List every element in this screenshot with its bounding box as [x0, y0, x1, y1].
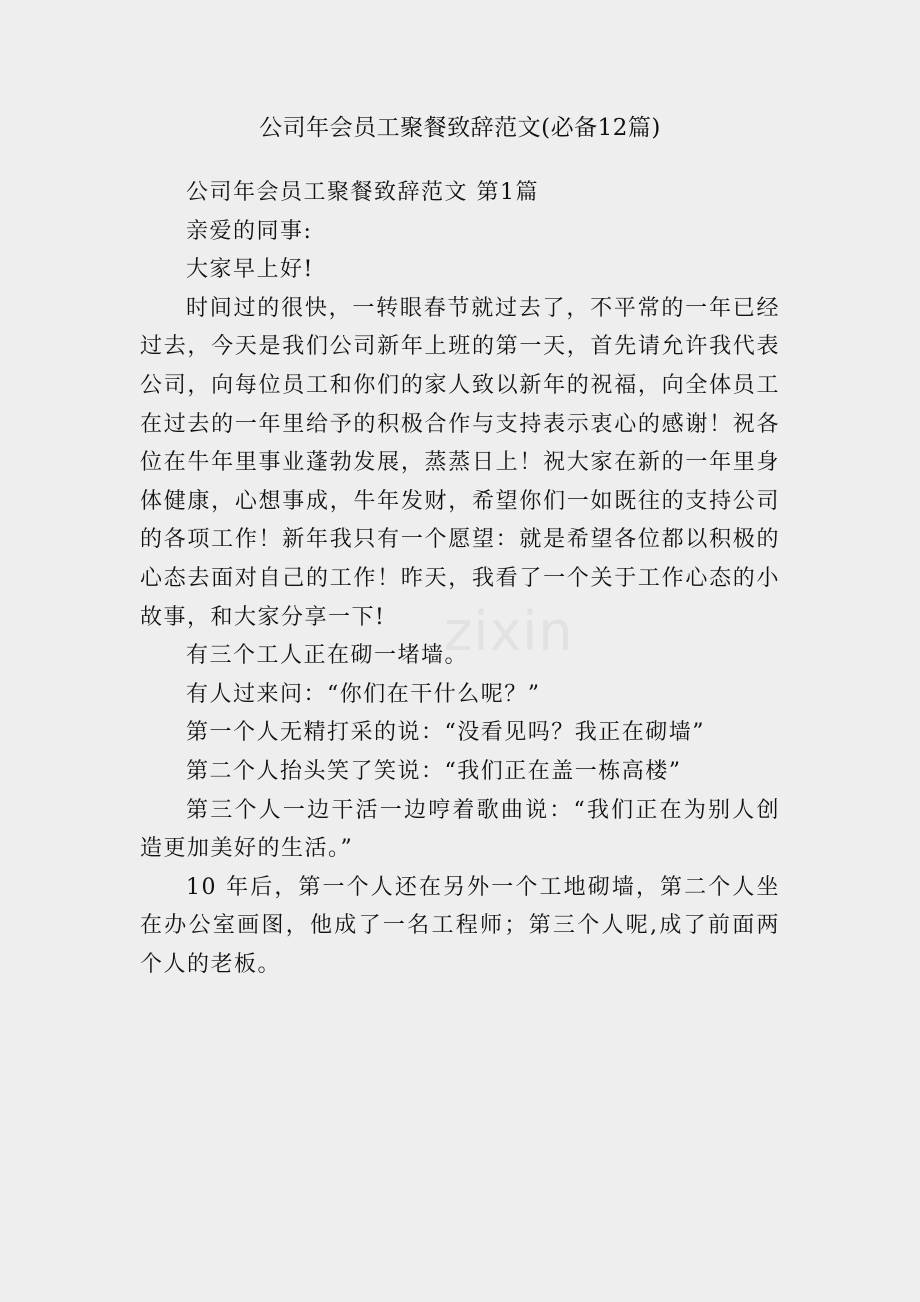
greeting: 大家早上好!	[186, 257, 314, 283]
salutation: 亲爱的同事:	[186, 218, 313, 244]
document-body	[140, 174, 780, 984]
section-heading: 公司年会员工聚餐致辞范文 第1篇	[186, 180, 539, 205]
paragraph: 第二个人抬头笑了笑说：“我们正在盖一栋高楼”	[186, 758, 682, 784]
paragraph: 有三个工人正在砌一堵墙。	[186, 643, 469, 669]
paragraph: 有人过来问：“你们在干什么呢？”	[186, 681, 541, 707]
paragraph: 10 年后，第一个人还在另外一个工地砌墙，第二个人坐在办公室画图，他成了一名工程师；第三个人呢,成了前面两个人的老板。	[140, 874, 780, 977]
paragraph: 时间过的很快，一转眼春节就过去了，不平常的一年已经过去，今天是我们公司新年上班的第一天，首先请允许我代表公司，向每位员工和你们的家人致以新年的祝福，向全体员工在过去的一年里给予的积极合作与支持表示衷心的感谢！祝各位在牛年里事业蓬勃发展，蒸蒸日上！祝大家在新的一年里身体健康，心想事成，牛年发财，希望你们一如既往的支持公司的各项工作！新年我只有一个愿望：就是希望各位都以积极的心态去面对自己的工作！昨天，我看了一个关于工作心态的小故事，和大家分享一下!	[140, 295, 780, 630]
paragraph: 第一个人无精打采的说：“没看见吗？我正在砌墙”	[186, 720, 705, 746]
paragraph: 第三个人一边干活一边哼着歌曲说：“我们正在为别人创造更加美好的生活。”	[140, 797, 780, 862]
document-title: 公司年会员工聚餐致辞范文(必备12篇)	[259, 115, 661, 141]
watermark: zixin	[444, 604, 574, 660]
